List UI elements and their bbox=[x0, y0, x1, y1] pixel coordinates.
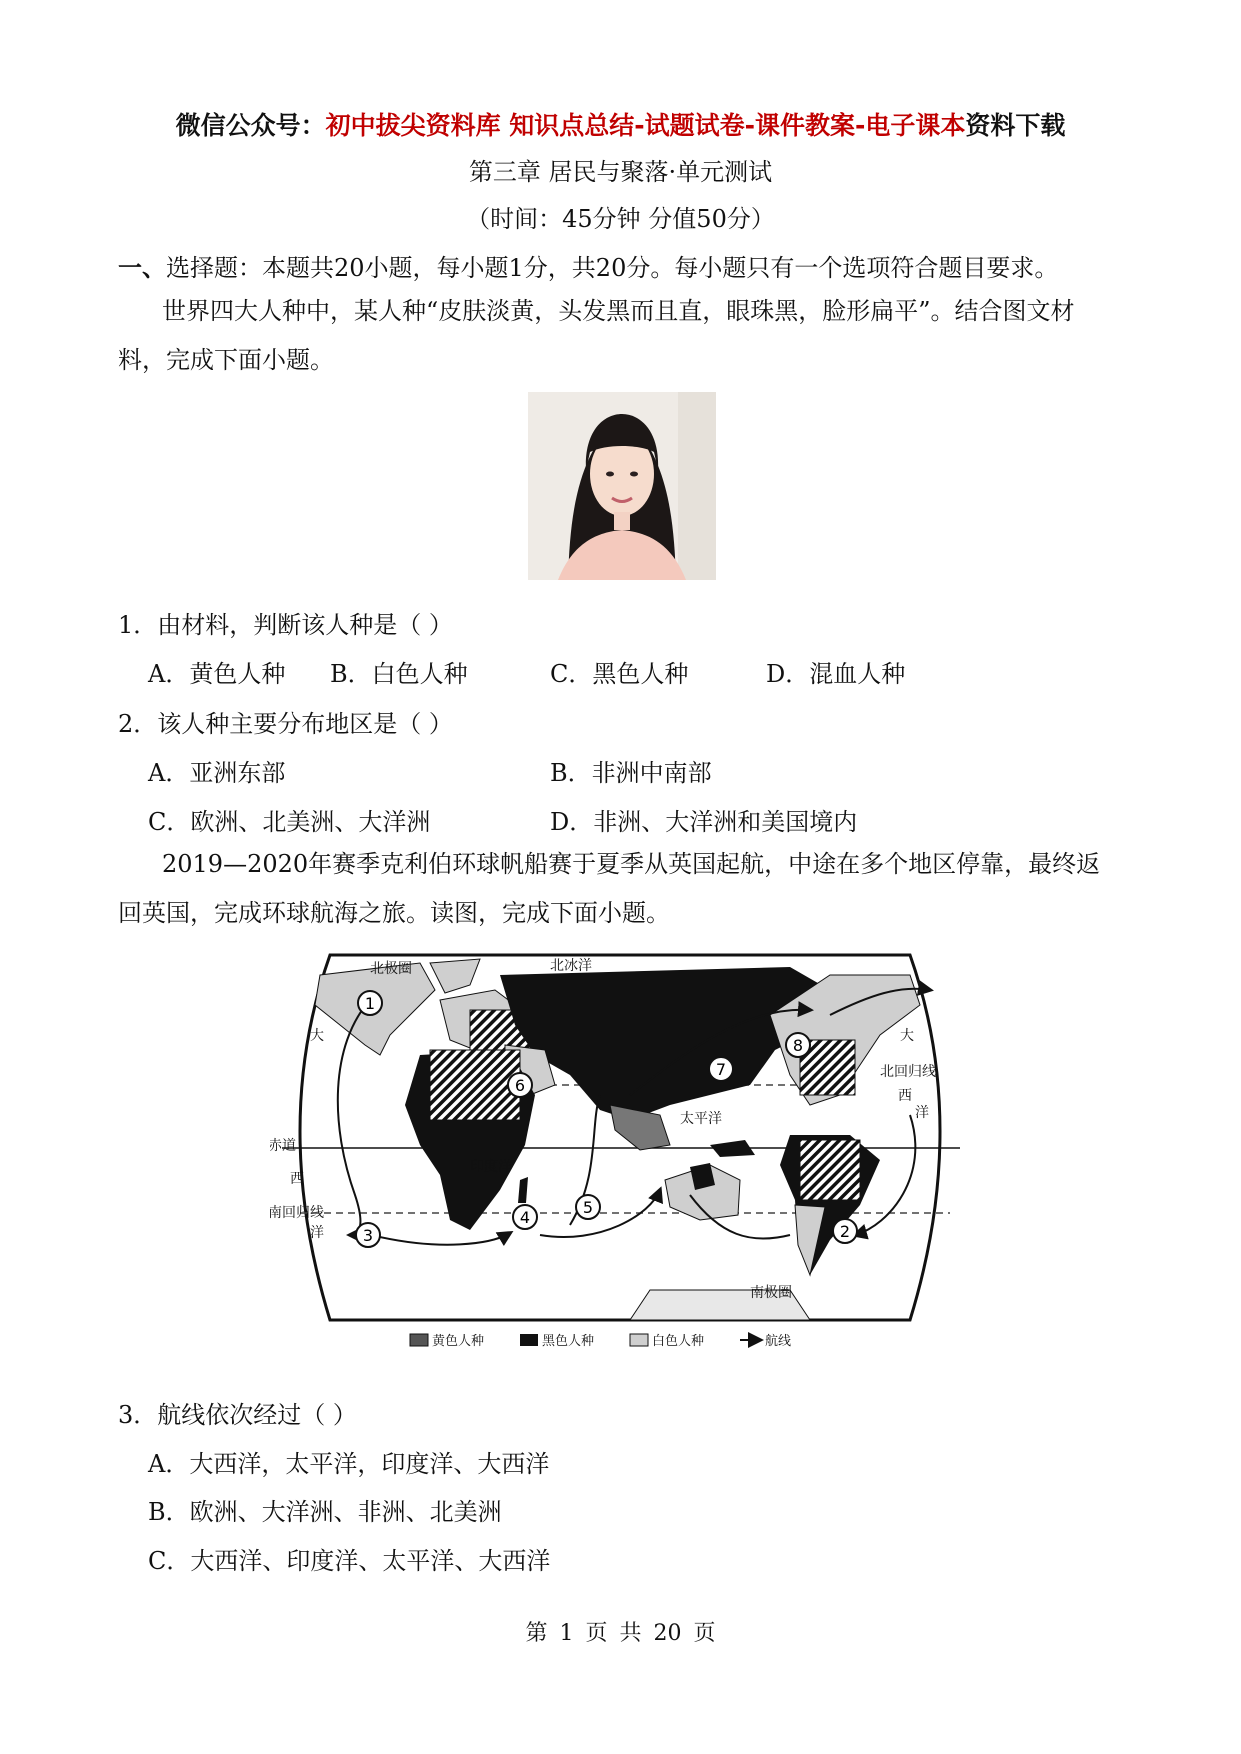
stop-marker-2 bbox=[833, 1219, 857, 1243]
stop-marker-8 bbox=[786, 1033, 810, 1057]
label-atlantic-w3: 洋 bbox=[310, 1225, 324, 1241]
label-indian-ocean: 印度洋 bbox=[470, 1159, 512, 1175]
svg-text:1: 1 bbox=[364, 994, 376, 1013]
question-2: 2．该人种主要分布地区是（ ） bbox=[118, 710, 453, 738]
label-tropic-capricorn: 南回归线 bbox=[270, 1205, 324, 1221]
page-footer: 第 1 页 共 20 页 bbox=[525, 1621, 716, 1646]
exam-info: （时间：45分钟 分值50分） bbox=[466, 205, 775, 233]
q3-option-c: C．大西洋、印度洋、太平洋、大西洋 bbox=[148, 1547, 551, 1575]
banner-red-text: 初中拔尖资料库 知识点总结-试题试卷-课件教案-电子课本 bbox=[325, 111, 966, 140]
legend-black: 黑色人种 bbox=[542, 1334, 595, 1349]
svg-text:6: 6 bbox=[514, 1076, 526, 1095]
section-label: 一、 bbox=[118, 253, 166, 282]
section-text: 选择题：本题共20小题，每小题1分，共20分。每小题只有一个选项符合题目要求。 bbox=[166, 254, 1059, 282]
q1-option-b: B．白色人种 bbox=[330, 660, 468, 688]
q1-option-d: D．混血人种 bbox=[766, 660, 906, 688]
section-heading bbox=[118, 248, 1058, 283]
question-3: 3．航线依次经过（ ） bbox=[118, 1401, 357, 1429]
intro-paragraph-2: 2019—2020年赛季克利伯环球帆船赛于夏季从英国起航，中途在多个地区停靠，最终返回英国，完成环球航海之旅。读图，完成下面小题。 bbox=[118, 850, 1101, 927]
label-arctic-circle: 北极圈 bbox=[370, 961, 412, 977]
legend-route: 航线 bbox=[765, 1334, 792, 1349]
label-antarctic-circle: 南极圈 bbox=[750, 1285, 792, 1301]
question-1: 1．由材料，判断该人种是（ ） bbox=[118, 611, 453, 639]
svg-text:3: 3 bbox=[362, 1226, 374, 1245]
svg-text:5: 5 bbox=[582, 1198, 594, 1217]
stop-marker-6 bbox=[508, 1073, 532, 1097]
intro-paragraph-1: 世界四大人种中，某人种“皮肤淡黄，头发黑而且直，眼珠黑，脸形扁平”。结合图文材料，完成下面小题。 bbox=[118, 297, 1075, 374]
q2-option-b: B．非洲中南部 bbox=[550, 759, 712, 787]
q1-option-c: C．黑色人种 bbox=[550, 660, 689, 688]
person-photo bbox=[528, 392, 716, 580]
world-map-figure bbox=[270, 945, 970, 1350]
svg-text:4: 4 bbox=[519, 1208, 531, 1227]
label-pacific: 太平洋 bbox=[680, 1111, 722, 1127]
svg-text:8: 8 bbox=[792, 1036, 804, 1055]
q2-option-c: C．欧洲、北美洲、大洋洲 bbox=[148, 808, 431, 836]
banner-suffix: 资料下载 bbox=[965, 111, 1066, 140]
banner-prefix: 微信公众号： bbox=[175, 111, 326, 140]
q3-option-a: A．大西洋，太平洋，印度洋、大西洋 bbox=[148, 1450, 550, 1478]
label-equator: 赤道 bbox=[270, 1138, 296, 1154]
q2-option-d: D．非洲、大洋洲和美国境内 bbox=[550, 808, 858, 836]
header-banner bbox=[0, 106, 1241, 142]
q3-option-b: B．欧洲、大洋洲、非洲、北美洲 bbox=[148, 1498, 502, 1526]
label-atlantic-e3: 洋 bbox=[915, 1105, 929, 1121]
q1-option-a: A．黄色人种 bbox=[148, 660, 286, 688]
label-arctic-ocean: 北冰洋 bbox=[550, 958, 592, 974]
page-title: 第三章 居民与聚落·单元测试 bbox=[468, 158, 773, 186]
label-atlantic-w1: 大 bbox=[310, 1028, 324, 1044]
label-atlantic-e1: 大 bbox=[900, 1028, 914, 1044]
label-tropic-cancer: 北回归线 bbox=[880, 1064, 936, 1080]
q2-option-a: A．亚洲东部 bbox=[148, 759, 286, 787]
map-legend bbox=[410, 1333, 791, 1349]
world-map bbox=[270, 945, 970, 1350]
stop-marker-7 bbox=[709, 1057, 733, 1081]
stop-marker-3 bbox=[356, 1223, 380, 1247]
label-atlantic-w2: 西 bbox=[290, 1171, 304, 1187]
legend-white: 白色人种 bbox=[652, 1334, 705, 1349]
svg-text:2: 2 bbox=[839, 1222, 851, 1241]
label-atlantic-e2: 西 bbox=[898, 1088, 912, 1104]
stop-marker-5 bbox=[576, 1195, 600, 1219]
svg-text:7: 7 bbox=[715, 1060, 727, 1079]
stop-marker-4 bbox=[513, 1205, 537, 1229]
legend-yellow: 黄色人种 bbox=[432, 1334, 485, 1349]
stop-marker-1 bbox=[358, 991, 382, 1015]
